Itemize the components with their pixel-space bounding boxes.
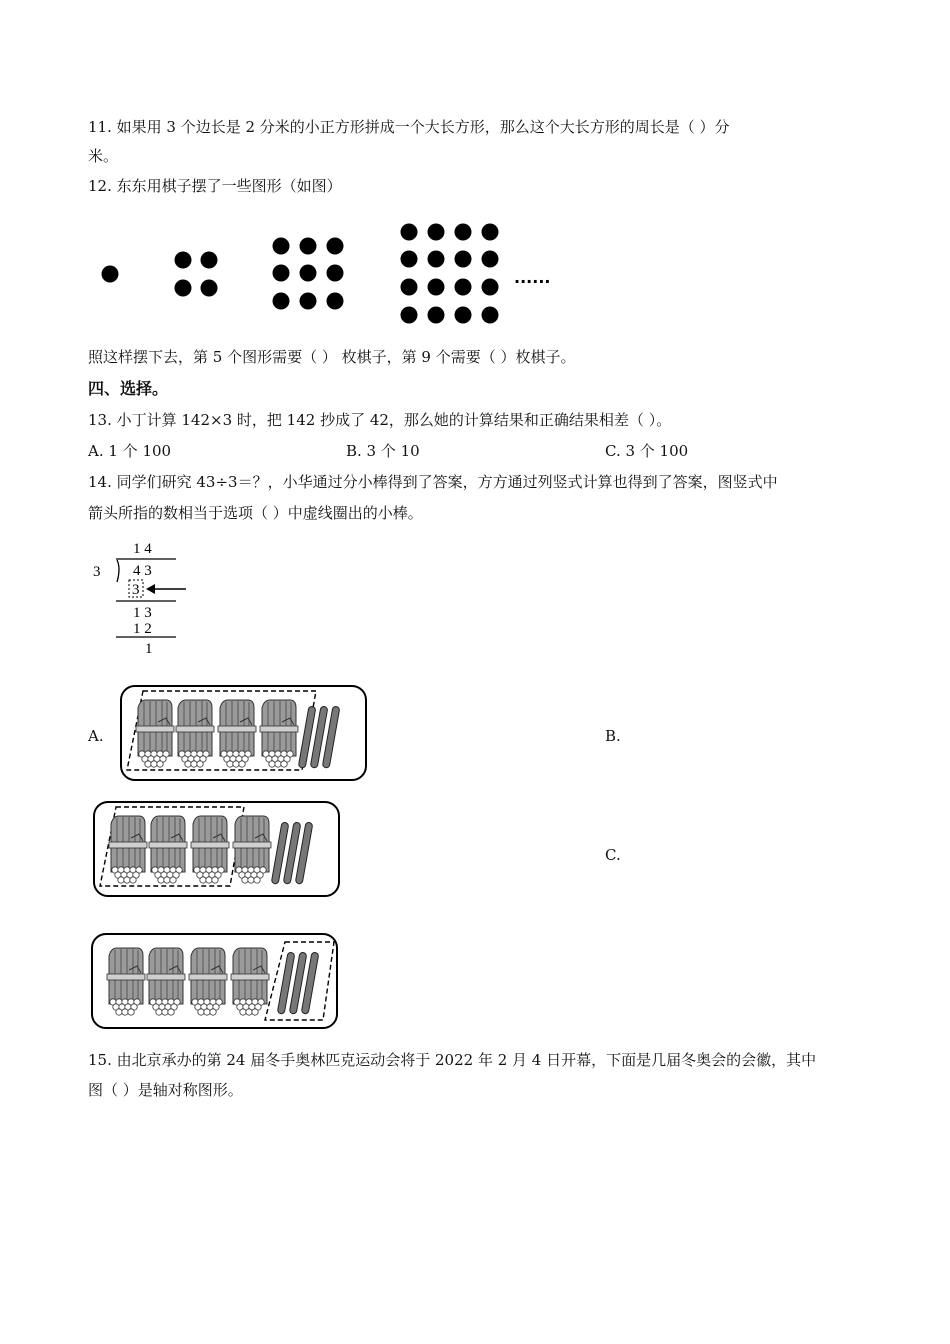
q11-line1: 11. 如果用 3 个边长是 2 分米的小正方形拼成一个大长方形，那么这个大长方形的周长是（ ）分 (88, 118, 730, 136)
final-remainder: 1 (145, 641, 153, 657)
q14-option-a-label: A. (88, 727, 104, 745)
section-title: 四、选择。 (88, 379, 169, 398)
step2: 1 2 (133, 621, 152, 637)
pattern-3 (273, 238, 344, 310)
quotient: 1 4 (133, 541, 152, 557)
q12-answer: 照这样摆下去，第 5 个图形需要（ ） 枚棋子，第 9 个需要（ ）枚棋子。 (88, 348, 576, 366)
long-division-figure (88, 536, 208, 661)
pattern-1 (102, 266, 119, 283)
pattern-4 (401, 224, 499, 324)
option-b-sticks (92, 800, 342, 900)
q15-line1: 15. 由北京承办的第 24 届冬手奥林匹克运动会将于 2022 年 2 月 4 日开幕，下面是几届冬奥会的会徽，其中 (88, 1051, 817, 1069)
q14-option-c-label: C. (605, 846, 621, 864)
pattern-2 (175, 252, 218, 297)
remainder1: 1 3 (133, 605, 152, 621)
arrow-icon (146, 584, 186, 594)
q14-line2: 箭头所指的数相当于选项（ ）中虚线圈出的小棒。 (88, 504, 423, 522)
option-a-sticks (119, 684, 369, 782)
q14-option-b-label: B. (605, 727, 621, 745)
option-c-sticks (90, 932, 340, 1032)
ellipsis: ······ (514, 272, 551, 291)
q13-option-b: B. 3 个 10 (346, 442, 420, 460)
q11-line2: 米。 (88, 147, 119, 165)
q15-line2: 图（ ）是轴对称图形。 (88, 1081, 243, 1099)
boxed-digit: 3 (132, 582, 140, 598)
q12-stem: 12. 东东用棋子摆了一些图形（如图） (88, 177, 342, 195)
q13-option-a: A. 1 个 100 (88, 442, 172, 460)
q14-line1: 14. 同学们研究 43÷3＝？，小华通过分小棒得到了答案，方方通过列竖式计算也得到了答案，图竖式中 (88, 473, 778, 491)
dividend: 4 3 (133, 563, 152, 579)
q13-stem: 13. 小丁计算 142×3 时，把 142 抄成了 42，那么她的计算结果和正确结果相差（ ）。 (88, 411, 672, 429)
q13-option-c: C. 3 个 100 (605, 442, 689, 460)
dot-pattern-figure (90, 215, 560, 335)
divisor: 3 (93, 564, 101, 580)
